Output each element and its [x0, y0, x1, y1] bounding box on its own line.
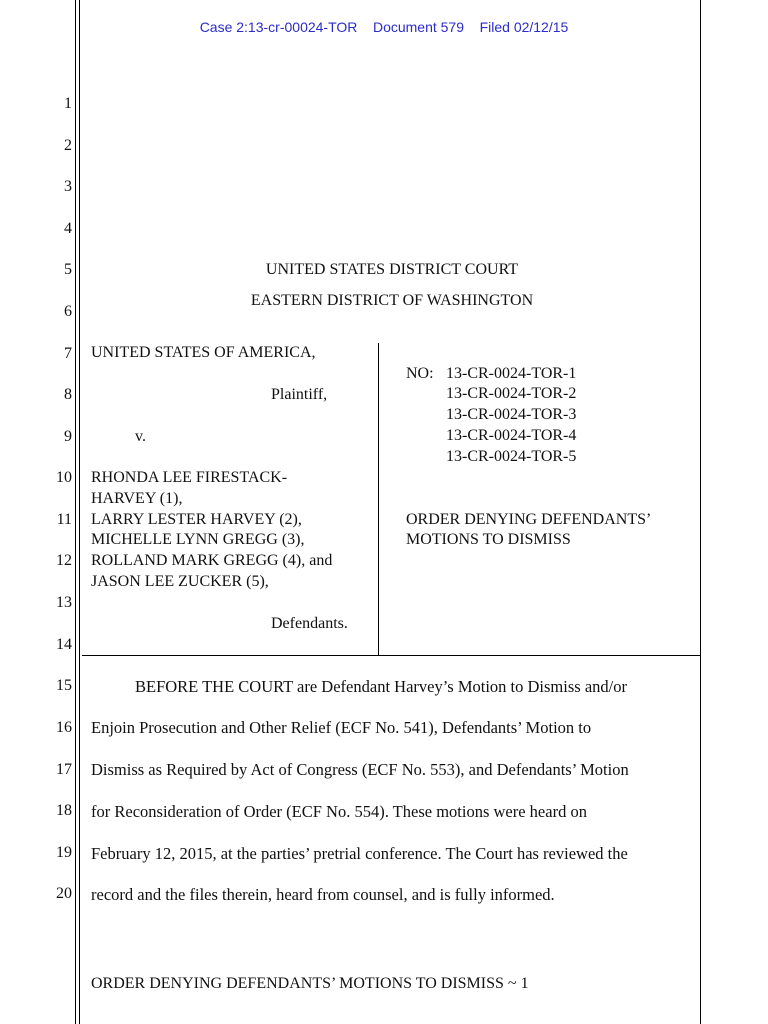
- case-number: 13-CR-0024-TOR-4: [446, 427, 577, 444]
- body-line: for Reconsideration of Order (ECF No. 554). These motions were heard on: [91, 802, 587, 821]
- defendant-line: ROLLAND MARK GREGG (4), and: [91, 552, 333, 569]
- header-case-number: Case 2:13-cr-00024-TOR: [199, 19, 358, 35]
- right-margin-rule: [700, 0, 701, 1024]
- line-number: 1: [64, 95, 72, 112]
- body-line: Dismiss as Required by Act of Congress (ECF No. 553), and Defendants’ Motion: [91, 760, 629, 779]
- line-number: 4: [64, 220, 72, 237]
- case-number: 13-CR-0024-TOR-2: [446, 385, 577, 402]
- defendant-line: HARVEY (1),: [91, 490, 183, 507]
- line-number: 2: [64, 137, 72, 154]
- line-number: 19: [56, 844, 72, 861]
- versus: v.: [135, 428, 146, 445]
- body-line: BEFORE THE COURT are Defendant Harvey’s Motion to Dismiss and/or: [135, 677, 627, 696]
- defendant-line: JASON LEE ZUCKER (5),: [91, 573, 269, 590]
- line-number: 7: [64, 345, 72, 362]
- defendant-line: LARRY LESTER HARVEY (2),: [91, 511, 302, 528]
- body-line: February 12, 2015, at the parties’ pretrial conference. The Court has reviewed the: [91, 844, 628, 863]
- caption-divider: [378, 343, 379, 655]
- defendants-label: Defendants.: [271, 615, 348, 632]
- line-number: 9: [64, 428, 72, 445]
- line-number: 6: [64, 303, 72, 320]
- line-number: 17: [56, 761, 72, 778]
- line-number: 13: [56, 594, 72, 611]
- case-number: 13-CR-0024-TOR-3: [446, 406, 577, 423]
- ecf-header: [0, 19, 768, 35]
- line-number: 14: [56, 636, 72, 653]
- order-title-line: ORDER DENYING DEFENDANTS’: [406, 511, 652, 528]
- header-filed-date: Filed 02/12/15: [479, 19, 569, 35]
- left-margin-rule-outer: [75, 0, 76, 1024]
- left-margin-rule-inner: [79, 0, 80, 1024]
- plaintiff-name: UNITED STATES OF AMERICA,: [91, 344, 316, 361]
- court-district: EASTERN DISTRICT OF WASHINGTON: [250, 292, 534, 309]
- body-line: Enjoin Prosecution and Other Relief (ECF No. 541), Defendants’ Motion to: [91, 718, 592, 737]
- line-number: 20: [56, 885, 72, 902]
- line-number: 3: [64, 178, 72, 195]
- court-name: UNITED STATES DISTRICT COURT: [265, 261, 519, 278]
- caption-bottom-rule: [82, 655, 700, 656]
- line-number: 15: [56, 677, 72, 694]
- line-number: 11: [56, 511, 72, 528]
- body-line: record and the files therein, heard from counsel, and is fully informed.: [91, 885, 555, 904]
- defendant-line: MICHELLE LYNN GREGG (3),: [91, 531, 305, 548]
- line-number: 8: [64, 386, 72, 403]
- line-number: 16: [56, 719, 72, 736]
- line-number: 10: [56, 469, 72, 486]
- case-number: 13-CR-0024-TOR-5: [446, 448, 577, 465]
- line-number: 5: [64, 261, 72, 278]
- plaintiff-label: Plaintiff,: [271, 386, 328, 403]
- order-title-line: MOTIONS TO DISMISS: [406, 531, 571, 548]
- page-footer: ORDER DENYING DEFENDANTS’ MOTIONS TO DISMISS ~ 1: [91, 975, 529, 992]
- header-document-number: Document 579: [372, 19, 465, 35]
- defendant-line: RHONDA LEE FIRESTACK-: [91, 469, 288, 486]
- case-number: 13-CR-0024-TOR-1: [446, 365, 577, 382]
- line-number: 18: [56, 802, 72, 819]
- line-number: 12: [56, 552, 72, 569]
- case-no-label: NO:: [406, 365, 434, 382]
